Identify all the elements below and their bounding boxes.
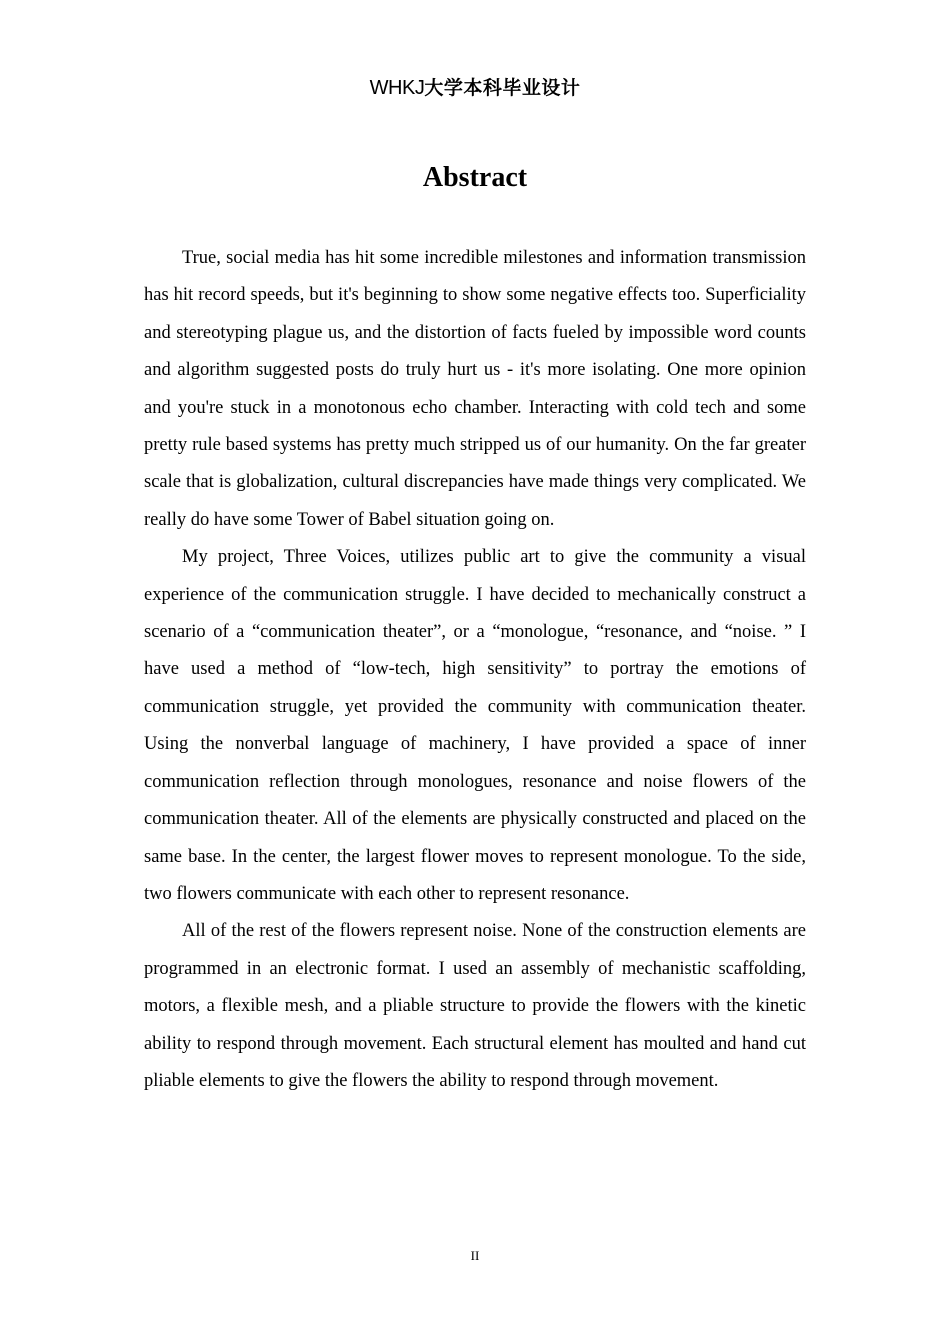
page-title: Abstract [422, 162, 528, 193]
paragraph: My project, Three Voices, utilizes public art to give the community a visual experience of the communication struggle. I have decided to mechanically construct a scenario of a “communication theater”, or a “monologue, “resonance, and “noise. ” I have used a method of “low-tech, high sensitivity” to portray the emotions of communication struggle, yet provided the community with communication theater. Using the nonverbal language of machinery, I have provided a space of inner communication reflection through monologues, resonance and noise flowers of the communication theater. All of the elements are physically constructed and placed on the same base. In the center, the largest flower moves to represent monologue. To the side, two flowers communicate with each other to represent resonance. [144, 547, 806, 904]
paragraph: True, social media has hit some incredible milestones and information transmission has hit record speeds, but it's beginning to show some negative effects too. Superficiality and stereotyping plague us, and the distortion of facts fueled by impossible word counts and algorithm suggested posts do truly hurt us - it's more isolating. One more opinion and you're stuck in a monotonous echo chamber. Interacting with cold tech and some pretty rule based systems has pretty much stripped us of our humanity. On the far greater scale that is globalization, cultural discrepancies have made things very complicated. We really do have some Tower of Babel situation going on. [144, 248, 806, 530]
running-header [0, 74, 950, 102]
paragraph: All of the rest of the flowers represent noise. None of the construction elements are programmed in an electronic format. I used an assembly of mechanistic scaffolding, motors, a flexible mesh, and a pliable structure to provide the flowers with the kinetic ability to respond through movement. Each structural element has moulted and hand cut pliable elements to give the flowers the ability to respond through movement. [144, 921, 806, 1091]
header-latin: WHKJ [369, 77, 425, 99]
page-number: II [470, 1248, 480, 1263]
abstract-body [144, 240, 806, 1100]
header-cjk: 大学本科毕业设计 [424, 77, 581, 99]
